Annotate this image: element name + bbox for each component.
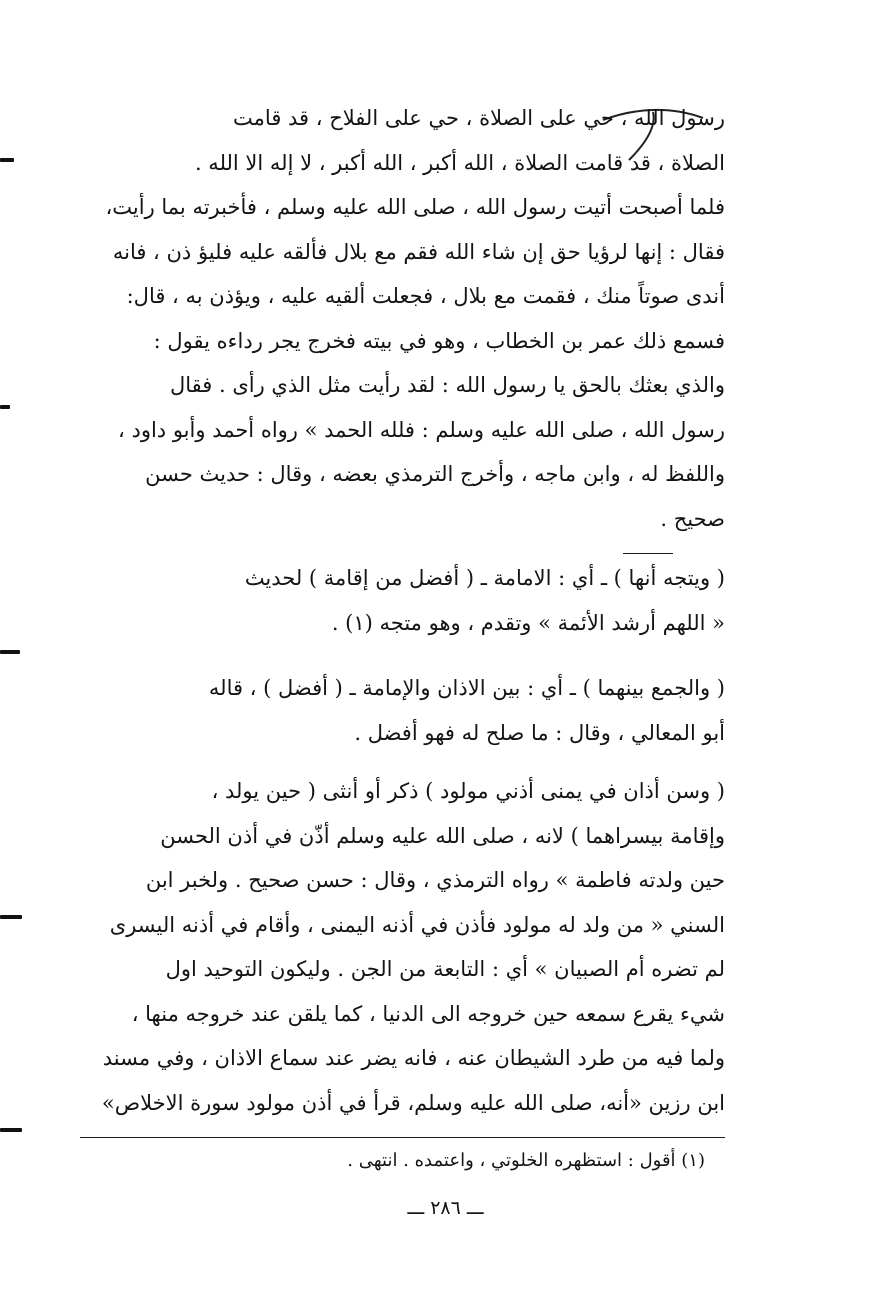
text-line: « اللهم أرشد الأئمة » وتقدم ، وهو متجه (١) . <box>331 610 725 635</box>
text-line: صحيح . <box>660 506 725 531</box>
text-line: رسول الله ، صلى الله عليه وسلم : فلله الحمد » رواه أحمد وأبو داود ، <box>118 417 725 442</box>
divider <box>623 553 673 554</box>
footnote-divider <box>80 1137 725 1138</box>
margin-mark <box>0 158 14 162</box>
text-line: واللفظ له ، وابن ماجه ، وأخرج الترمذي بعضه ، وقال : حديث حسن <box>145 462 725 486</box>
text-line: ( ويتجه أنها ) ـ أي : الامامة ـ ( أفضل من إقامة ) لحديث <box>244 566 725 590</box>
margin-mark <box>0 405 10 409</box>
text-line: ( والجمع بينهما ) ـ أي : بين الاذان والإمامة ـ ( أفضل ) ، قاله <box>208 676 725 700</box>
text-line: ولما فيه من طرد الشيطان عنه ، فانه يضر عند سماع الاذان ، وفي مسند <box>102 1046 725 1070</box>
text-line: فسمع ذلك عمر بن الخطاب ، وهو في بيته فخرج يجر رداءه يقول : <box>153 328 725 353</box>
text-line: السني « من ولد له مولود فأذن في أذنه اليمنى ، وأقام في أذنه اليسرى <box>109 912 725 937</box>
paragraph-newborn-adhan <box>80 769 725 1125</box>
text-line: أندى صوتاً منك ، فقمت مع بلال ، فجعلت ألقيه عليه ، ويؤذن به ، قال: <box>126 284 725 308</box>
text-line: حين ولدته فاطمة » رواه الترمذي ، وقال : حسن صحيح . ولخبر ابن <box>145 868 725 892</box>
margin-mark <box>0 1128 22 1132</box>
text-line: لم تضره أم الصبيان » أي : التابعة من الجن . وليكون التوحيد اول <box>165 957 725 981</box>
paragraph-combining <box>80 666 725 755</box>
margin-mark <box>0 915 22 919</box>
text-line: فلما أصبحت أتيت رسول الله ، صلى الله عليه وسلم ، فأخبرته بما رأيت، <box>105 195 725 219</box>
footnote: (١) أقول : استظهره الخلوتي ، واعتمده . انتهى . <box>347 1150 705 1171</box>
paragraph-hadith-narration <box>80 96 725 541</box>
text-line: رسول الله ، حي على الصلاة ، حي على الفلاح ، قد قامت <box>233 106 725 130</box>
text-line: شيء يقرع سمعه حين خروجه الى الدنيا ، كما يلقن عند خروجه منها ، <box>131 1001 725 1026</box>
text-line: وإقامة بيسراهما ) لانه ، صلى الله عليه وسلم أذّن في أذن الحسن <box>160 823 725 848</box>
text-line: فقال : إنها لرؤيا حق إن شاء الله فقم مع بلال فألقه عليه فليؤ ذن ، فانه <box>112 239 725 264</box>
page-number: ـــ ٢٨٦ ـــ <box>407 1197 484 1219</box>
text-line: والذي بعثك بالحق يا رسول الله : لقد رأيت مثل الذي رأى . فقال <box>169 373 725 397</box>
text-line: أبو المعالي ، وقال : ما صلح له فهو أفضل . <box>354 720 725 745</box>
margin-mark <box>0 650 20 654</box>
text-line: الصلاة ، قد قامت الصلاة ، الله أكبر ، الله أكبر ، لا إله الا الله . <box>194 150 725 175</box>
paragraph-imamate <box>80 556 725 645</box>
text-line: ابن رزين «أنه، صلى الله عليه وسلم، قرأ في أذن مولود سورة الاخلاص» <box>101 1090 725 1115</box>
text-line: ( وسن أذان في يمنى أذني مولود ) ذكر أو أنثى ( حين يولد ، <box>211 779 725 803</box>
